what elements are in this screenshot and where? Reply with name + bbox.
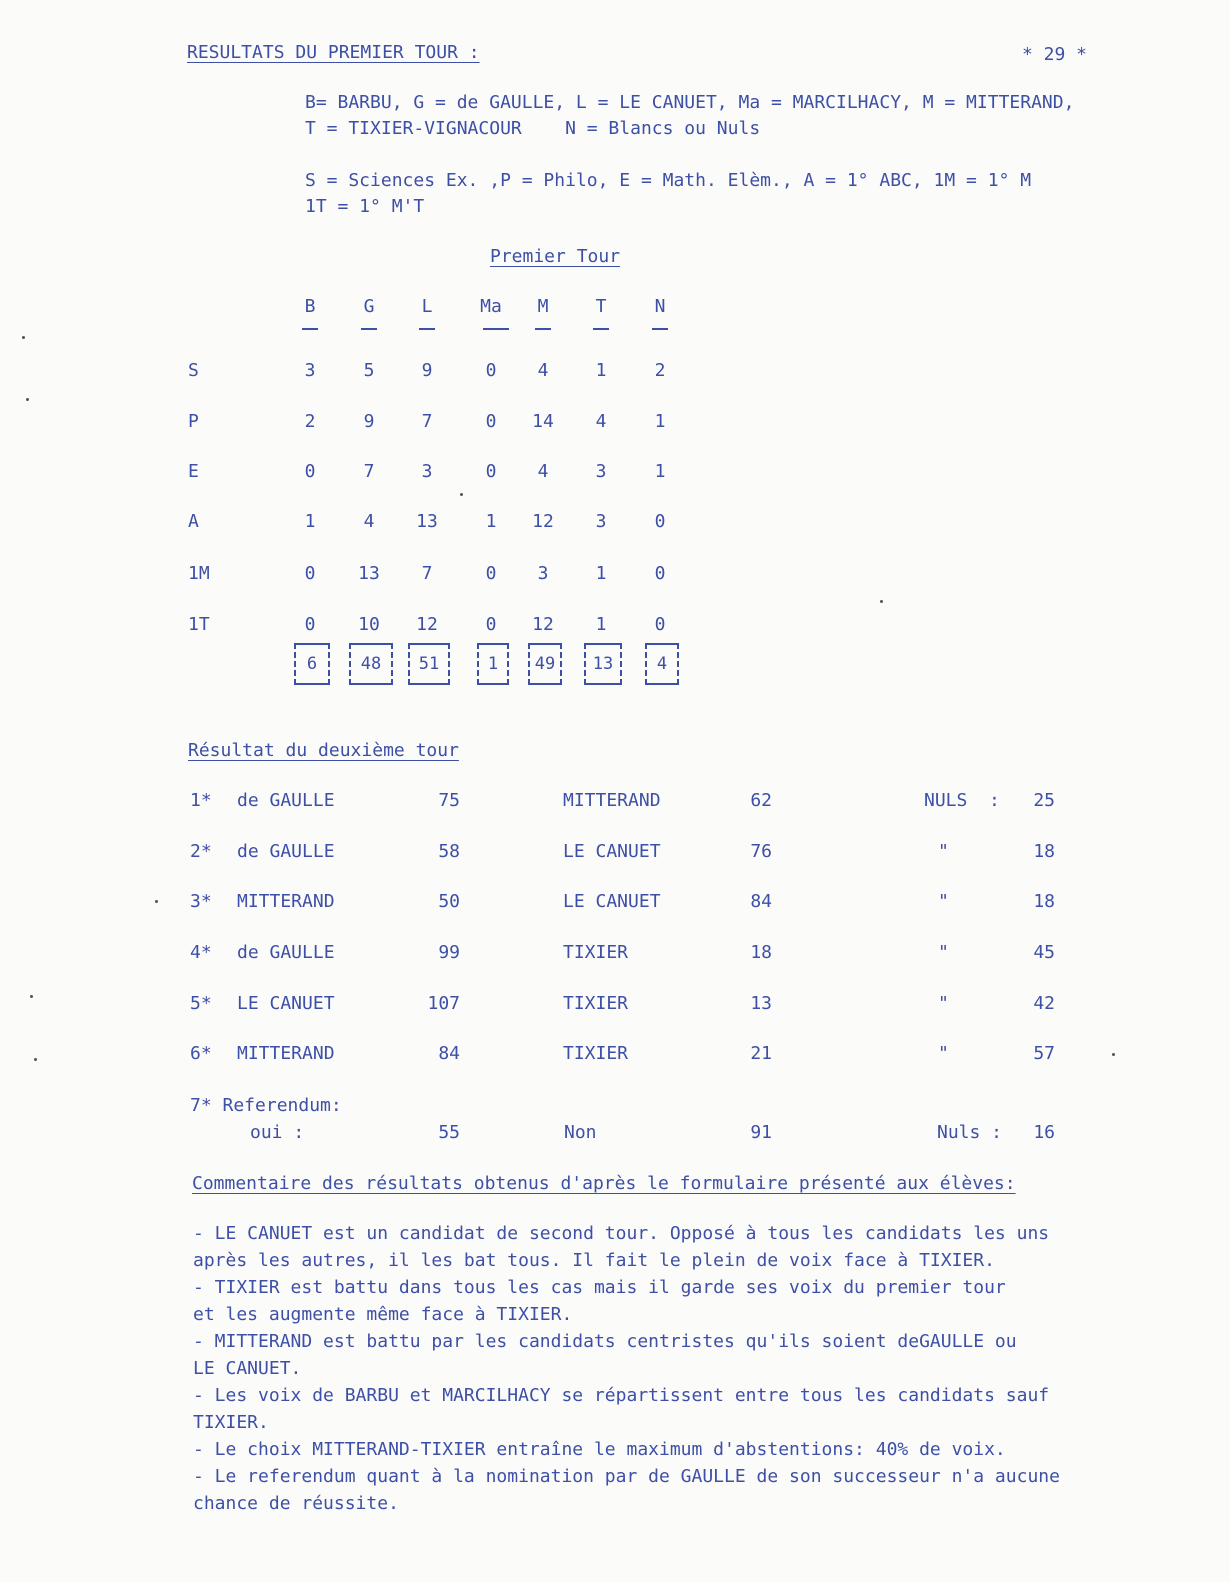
first-round-title: Premier Tour xyxy=(490,246,621,267)
row-label-1t: 1T xyxy=(188,614,210,635)
duel-number: 1* xyxy=(190,790,212,811)
commentary-line: - Les voix de BARBU et MARCILHACY se répartissent entre tous les candidats sauf xyxy=(193,1385,1050,1406)
total-box: 1 xyxy=(477,643,509,685)
duel-votes-b: 18 xyxy=(750,942,772,963)
table-cell: 7 xyxy=(421,563,433,584)
duel-candidate-b: MITTERAND xyxy=(563,790,661,811)
table-cell: 0 xyxy=(485,411,497,432)
commentary-line: après les autres, il les bat tous. Il fait le plein de voix face à TIXIER. xyxy=(193,1250,995,1271)
duel-nuls-value: 18 xyxy=(1033,841,1055,862)
table-cell: 0 xyxy=(654,511,666,532)
paper-speck xyxy=(34,1058,37,1061)
table-cell: 4 xyxy=(595,411,607,432)
duel-nuls-label: " xyxy=(938,841,949,862)
row-label-a: A xyxy=(188,511,199,532)
table-cell: 5 xyxy=(363,360,375,381)
table-cell: 1 xyxy=(595,614,607,635)
duel-votes-b: 76 xyxy=(750,841,772,862)
second-round-title: Résultat du deuxième tour xyxy=(188,740,459,761)
table-cell: 1 xyxy=(595,360,607,381)
commentary-line: - LE CANUET est un candidat de second tour. Opposé à tous les candidats les uns xyxy=(193,1223,1050,1244)
table-cell: 10 xyxy=(358,614,380,635)
candidates-legend-line-1: B= BARBU, G = de GAULLE, L = LE CANUET, Ma = MARCILHACY, M = MITTERAND, xyxy=(305,92,1075,113)
column-header-underline xyxy=(302,328,318,330)
commentary-line: - TIXIER est battu dans tous les cas mais il garde ses voix du premier tour xyxy=(193,1277,1006,1298)
table-cell: 7 xyxy=(421,411,433,432)
sections-legend-line-2: 1T = 1° M'T xyxy=(305,196,425,217)
commentary-line: chance de réussite. xyxy=(193,1493,399,1514)
paper-speck xyxy=(30,995,33,998)
table-cell: 9 xyxy=(421,360,433,381)
sections-legend-line-1: S = Sciences Ex. ,P = Philo, E = Math. Elèm., A = 1° ABC, 1M = 1° M xyxy=(305,170,1032,191)
table-cell: 9 xyxy=(363,411,375,432)
duel-nuls-value: 42 xyxy=(1033,993,1055,1014)
table-cell: 12 xyxy=(532,511,554,532)
paper-speck xyxy=(460,493,463,496)
duel-votes-a: 58 xyxy=(438,841,460,862)
duel-votes-b: 84 xyxy=(750,891,772,912)
table-cell: 3 xyxy=(421,461,433,482)
row-label-p: P xyxy=(188,411,199,432)
duel-number: 2* xyxy=(190,841,212,862)
duel-nuls-label: " xyxy=(938,993,949,1014)
total-box: 6 xyxy=(294,643,330,685)
total-box: 51 xyxy=(408,643,450,685)
column-header-underline xyxy=(361,328,377,330)
total-box: 4 xyxy=(645,643,679,685)
table-cell: 2 xyxy=(304,411,316,432)
duel-candidate-b: TIXIER xyxy=(563,1043,629,1064)
duel-votes-a: 99 xyxy=(438,942,460,963)
column-header-m: M xyxy=(537,296,549,317)
table-cell: 0 xyxy=(304,563,316,584)
paper-speck xyxy=(880,600,883,603)
duel-candidate-b: LE CANUET xyxy=(563,841,661,862)
duel-candidate-a: de GAULLE xyxy=(237,942,335,963)
table-cell: 0 xyxy=(654,614,666,635)
duel-nuls-value: 18 xyxy=(1033,891,1055,912)
duel-nuls-label: " xyxy=(938,891,949,912)
duel-nuls-label: " xyxy=(938,1043,949,1064)
referendum-non-label: Non xyxy=(564,1122,597,1143)
commentary-line: - MITTERAND est battu par les candidats centristes qu'ils soient deGAULLE ou xyxy=(193,1331,1017,1352)
commentary-line: - Le choix MITTERAND-TIXIER entraîne le maximum d'abstentions: 40% de voix. xyxy=(193,1439,1006,1460)
column-header-g: G xyxy=(363,296,375,317)
commentary-title: Commentaire des résultats obtenus d'après le formulaire présenté aux élèves: xyxy=(192,1173,1016,1194)
table-cell: 0 xyxy=(485,563,497,584)
paper-speck xyxy=(155,900,158,903)
referendum-nuls-value: 16 xyxy=(1033,1122,1055,1143)
table-cell: 1 xyxy=(595,563,607,584)
total-box: 48 xyxy=(349,643,393,685)
page-title: RESULTATS DU PREMIER TOUR : xyxy=(187,42,480,63)
table-cell: 0 xyxy=(654,563,666,584)
table-cell: 3 xyxy=(595,461,607,482)
duel-candidate-b: LE CANUET xyxy=(563,891,661,912)
referendum-label: 7* Referendum: xyxy=(190,1095,342,1116)
table-cell: 1 xyxy=(485,511,497,532)
table-cell: 1 xyxy=(304,511,316,532)
duel-candidate-a: de GAULLE xyxy=(237,841,335,862)
duel-votes-a: 84 xyxy=(438,1043,460,1064)
row-label-s: S xyxy=(188,360,199,381)
table-cell: 3 xyxy=(595,511,607,532)
column-header-underline xyxy=(652,328,668,330)
duel-number: 6* xyxy=(190,1043,212,1064)
column-header-l: L xyxy=(421,296,433,317)
duel-votes-a: 50 xyxy=(438,891,460,912)
referendum-non-value: 91 xyxy=(750,1122,772,1143)
duel-candidate-a: LE CANUET xyxy=(237,993,335,1014)
duel-votes-a: 75 xyxy=(438,790,460,811)
paper-speck xyxy=(1112,1053,1115,1056)
duel-candidate-a: MITTERAND xyxy=(237,1043,335,1064)
table-cell: 0 xyxy=(485,614,497,635)
row-label-e: E xyxy=(188,461,199,482)
table-cell: 0 xyxy=(304,614,316,635)
duel-candidate-b: TIXIER xyxy=(563,942,629,963)
total-box: 13 xyxy=(584,643,622,685)
commentary-line: TIXIER. xyxy=(193,1412,269,1433)
duel-nuls-label: " xyxy=(938,942,949,963)
duel-nuls-label: NULS : xyxy=(924,790,1000,811)
duel-votes-b: 13 xyxy=(750,993,772,1014)
table-cell: 12 xyxy=(532,614,554,635)
column-header-underline xyxy=(535,328,551,330)
table-cell: 1 xyxy=(654,461,666,482)
table-cell: 3 xyxy=(537,563,549,584)
column-header-t: T xyxy=(595,296,607,317)
duel-nuls-value: 25 xyxy=(1033,790,1055,811)
duel-candidate-a: de GAULLE xyxy=(237,790,335,811)
commentary-line: - Le referendum quant à la nomination par de GAULLE de son successeur n'a aucune xyxy=(193,1466,1060,1487)
column-header-ma: Ma xyxy=(480,296,502,317)
table-cell: 12 xyxy=(416,614,438,635)
commentary-body xyxy=(193,1220,1153,1517)
column-header-b: B xyxy=(304,296,316,317)
commentary-line: LE CANUET. xyxy=(193,1358,302,1379)
referendum-nuls-label: Nuls : xyxy=(937,1122,1003,1143)
paper-speck xyxy=(26,398,29,401)
column-header-underline xyxy=(419,328,435,330)
duel-nuls-value: 57 xyxy=(1033,1043,1055,1064)
duel-nuls-value: 45 xyxy=(1033,942,1055,963)
table-cell: 2 xyxy=(654,360,666,381)
referendum-oui-value: 55 xyxy=(438,1122,460,1143)
column-header-n: N xyxy=(654,296,666,317)
commentary-line: et les augmente même face à TIXIER. xyxy=(193,1304,573,1325)
duel-number: 3* xyxy=(190,891,212,912)
table-cell: 13 xyxy=(416,511,438,532)
table-cell: 1 xyxy=(654,411,666,432)
duel-number: 5* xyxy=(190,993,212,1014)
table-cell: 4 xyxy=(537,461,549,482)
duel-votes-b: 62 xyxy=(750,790,772,811)
table-cell: 7 xyxy=(363,461,375,482)
total-box: 49 xyxy=(528,643,562,685)
paper-speck xyxy=(22,336,25,339)
row-label-1m: 1M xyxy=(188,563,210,584)
duel-votes-b: 21 xyxy=(750,1043,772,1064)
table-cell: 14 xyxy=(532,411,554,432)
duel-votes-a: 107 xyxy=(427,993,460,1014)
column-header-underline xyxy=(593,328,609,330)
table-cell: 0 xyxy=(485,360,497,381)
referendum-oui-label: oui : xyxy=(250,1122,305,1143)
duel-candidate-b: TIXIER xyxy=(563,993,629,1014)
candidates-legend-line-2: T = TIXIER-VIGNACOUR N = Blancs ou Nuls xyxy=(305,118,761,139)
page-number: * 29 * xyxy=(1022,44,1088,65)
table-cell: 3 xyxy=(304,360,316,381)
duel-number: 4* xyxy=(190,942,212,963)
table-cell: 4 xyxy=(537,360,549,381)
duel-candidate-a: MITTERAND xyxy=(237,891,335,912)
table-cell: 0 xyxy=(485,461,497,482)
table-cell: 0 xyxy=(304,461,316,482)
column-header-underline xyxy=(483,328,509,330)
table-cell: 13 xyxy=(358,563,380,584)
table-cell: 4 xyxy=(363,511,375,532)
